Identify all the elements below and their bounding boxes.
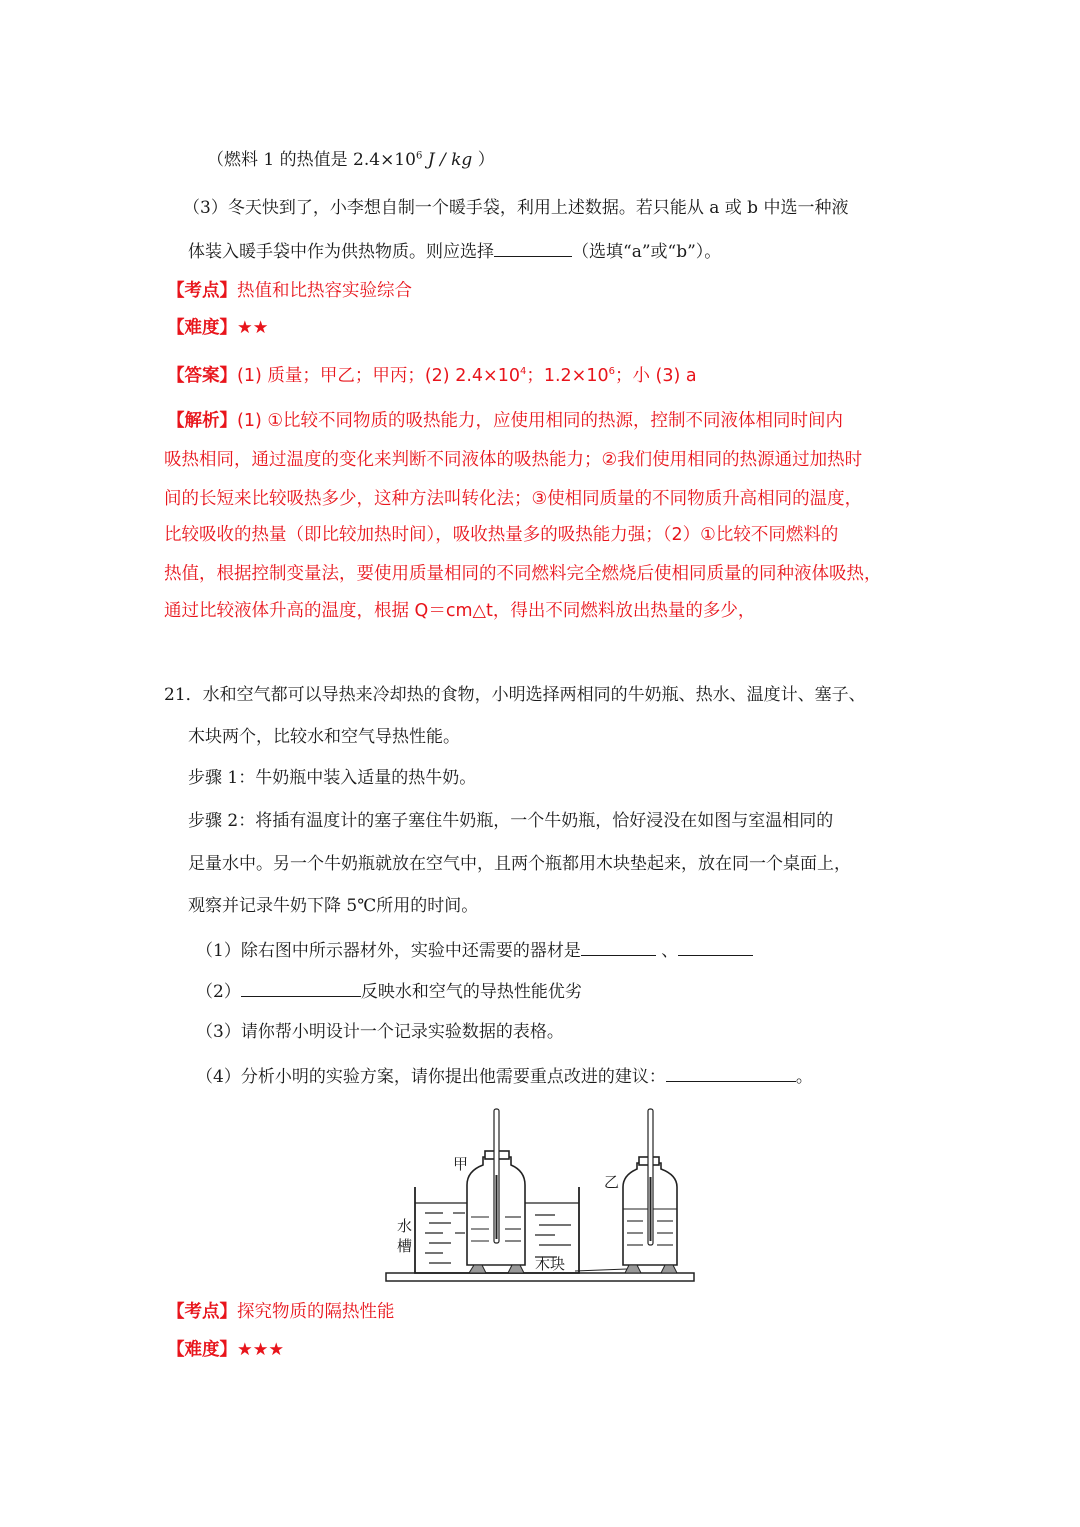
analysis-20-line6: 通过比较液体升高的温度，根据 Q＝cm△t，得出不同燃料放出热量的多少， [164,601,756,621]
q20-part3-line2: 体装入暖手袋中作为供热物质。则应选择 （选填“a”或“b”）。 [188,238,721,264]
answer-blank[interactable] [241,978,361,997]
answer-blank[interactable] [678,937,753,956]
label-cao: 槽 [397,1237,413,1255]
answer-blank[interactable] [581,937,656,956]
answer-blank[interactable] [666,1063,796,1082]
experiment-diagram [385,1105,697,1287]
nandu-20: 【难度】★★ [167,318,269,338]
q21-step2-line1: 步骤 2：将插有温度计的塞子塞住牛奶瓶，一个牛奶瓶，恰好浸没在如图与室温相同的 [188,811,834,831]
q21-part2: （2） 反映水和空气的导热性能优劣 [196,978,582,1004]
analysis-20-line3: 间的长短来比较吸热多少，这种方法叫转化法；③使相同质量的不同物质升高相同的温度， [164,489,863,509]
table-base [386,1273,694,1281]
q21-stem-line2: 木块两个，比较水和空气导热性能。 [188,727,460,747]
analysis-20-line4: 比较吸收的热量（即比较加热时间），吸收热量多的吸热能力强；（2）①比较不同燃料的 [164,525,839,545]
thermometer-yi [648,1109,653,1245]
answer-20: 【答案】(1) 质量；甲乙；甲丙；(2) $2.4\times 10^4$；$1.2\times 10^6$；小 (3) a [167,366,697,386]
thermometer-jia [494,1109,499,1243]
q21-step1: 步骤 1：牛奶瓶中装入适量的热牛奶。 [188,768,477,788]
wood-blocks-jia [469,1265,524,1273]
kaodian-21: 【考点】探究物质的隔热性能 [167,1302,395,1322]
q21-step2-line3: 观察并记录牛奶下降 5℃所用的时间。 [188,896,479,916]
kaodian-20: 【考点】热值和比热容实验综合 [167,281,412,301]
label-mukuai: 木块 [535,1255,566,1273]
analysis-20-line5: 热值，根据控制变量法，要使用质量相同的不同燃料完全燃烧后使相同质量的同种液体吸热， [164,564,882,584]
wood-blocks-yi [625,1265,677,1273]
experiment-figure [385,1105,697,1287]
q21-part1: （1）除右图中所示器材外，实验中还需要的器材是 、 [196,937,753,963]
q20-part3-line1: （3）冬天快到了，小李想自制一个暖手袋，利用上述数据。若只能从 a 或 b 中选一种液 [183,198,849,218]
mukuai-leader [575,1269,627,1271]
q21-part4: （4）分析小明的实验方案，请你提出他需要重点改进的建议： 。 [196,1063,813,1089]
label-yi: 乙 [604,1173,620,1191]
label-shui: 水 [397,1217,413,1235]
nandu-21: 【难度】★★★ [167,1340,285,1360]
analysis-20-line2: 吸热相同，通过温度的变化来判断不同液体的吸热能力；②我们使用相同的热源通过加热时 [164,450,863,470]
q21-stem-line1: 21．水和空气都可以导热来冷却热的食物，小明选择两相同的牛奶瓶、热水、温度计、塞子、 [164,685,866,705]
answer-blank[interactable] [494,238,572,257]
q21-step2-line2: 足量水中。另一个牛奶瓶就放在空气中，且两个瓶都用木块垫起来，放在同一个桌面上， [188,854,851,874]
fuel-note: （燃料 1 的热值是 $2.4\times 10^6$ J / kg ） [207,150,495,170]
label-jia: 甲 [453,1155,469,1173]
q21-part3: （3）请你帮小明设计一个记录实验数据的表格。 [196,1022,564,1042]
analysis-20-line1: 【解析】(1) ①比较不同物质的吸热能力，应使用相同的热源，控制不同液体相同时间内 [167,411,844,431]
